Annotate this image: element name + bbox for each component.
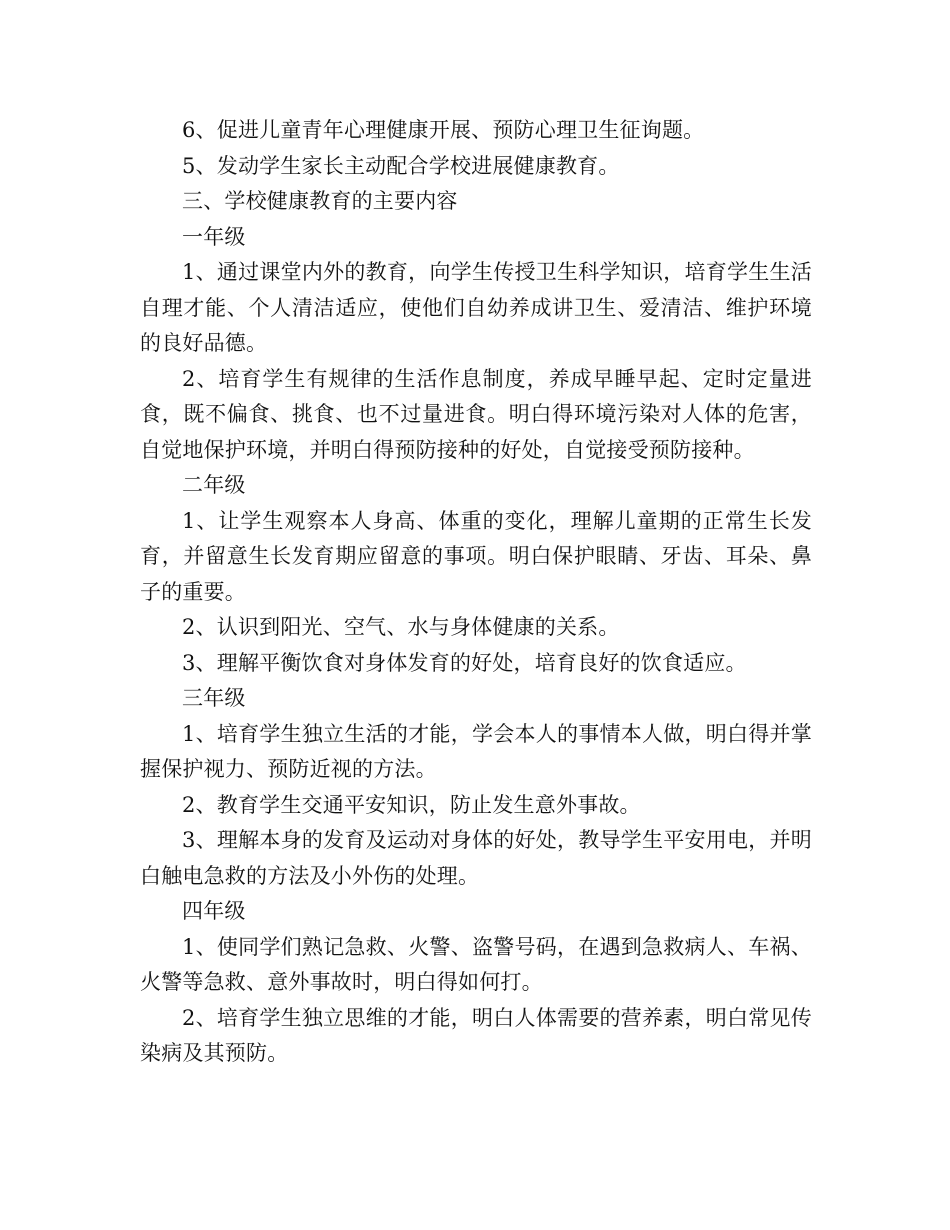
grade2-item-3: 3、理解平衡饮食对身体发育的好处，培育良好的饮食适应。: [182, 650, 747, 675]
grade1-item-2: 2、培育学生有规律的生活作息制度，养成早睡早起、定时定量进食，既不偏食、挑食、也不过量进食。明白得环境污染对人体的危害，自觉地保护环境，并明白得预防接种的好处，自觉接受预防接种。: [140, 366, 812, 462]
grade-heading-1: 一年级: [182, 224, 246, 249]
document-body: [140, 113, 812, 1072]
grade4-item-2: 2、培育学生独立思维的才能，明白人体需要的营养素，明白常见传染病及其预防。: [140, 1005, 812, 1065]
grade-heading-2: 二年级: [182, 473, 246, 497]
paragraph-item-6: 6、促进儿童青年心理健康开展、预防心理卫生征询题。: [182, 118, 705, 142]
paragraph-item-5: 5、发动学生家长主动配合学校进展健康教育。: [182, 153, 620, 178]
grade1-item-1: 1、通过课堂内外的教育，向学生传授卫生科学知识，培育学生生活自理才能、个人清洁适应，使他们自幼养成讲卫生、爱清洁、维护环境的良好品德。: [140, 260, 812, 355]
grade-heading-3: 三年级: [182, 686, 246, 710]
grade3-item-1: 1、培育学生独立生活的才能，学会本人的事情本人做，明白得并掌握保护视力、预防近视的方法。: [140, 721, 812, 781]
section-heading: 三、学校健康教育的主要内容: [182, 189, 458, 213]
grade3-item-3: 3、理解本身的发育及运动对身体的好处，教导学生平安用电，并明白触电急救的方法及小外伤的处理。: [140, 828, 812, 888]
grade3-item-2: 2、教育学生交通平安知识，防止发生意外事故。: [182, 792, 641, 817]
grade2-item-2: 2、认识到阳光、空气、水与身体健康的关系。: [182, 615, 620, 639]
grade4-item-1: 1、使同学们熟记急救、火警、盗警号码，在遇到急救病人、车祸、火警等急救、意外事故时，明白得如何打。: [140, 934, 812, 994]
grade-heading-4: 四年级: [182, 899, 246, 923]
grade2-item-1: 1、让学生观察本人身高、体重的变化，理解儿童期的正常生长发育，并留意生长发育期应留意的事项。明白保护眼睛、牙齿、耳朵、鼻子的重要。: [140, 508, 812, 604]
